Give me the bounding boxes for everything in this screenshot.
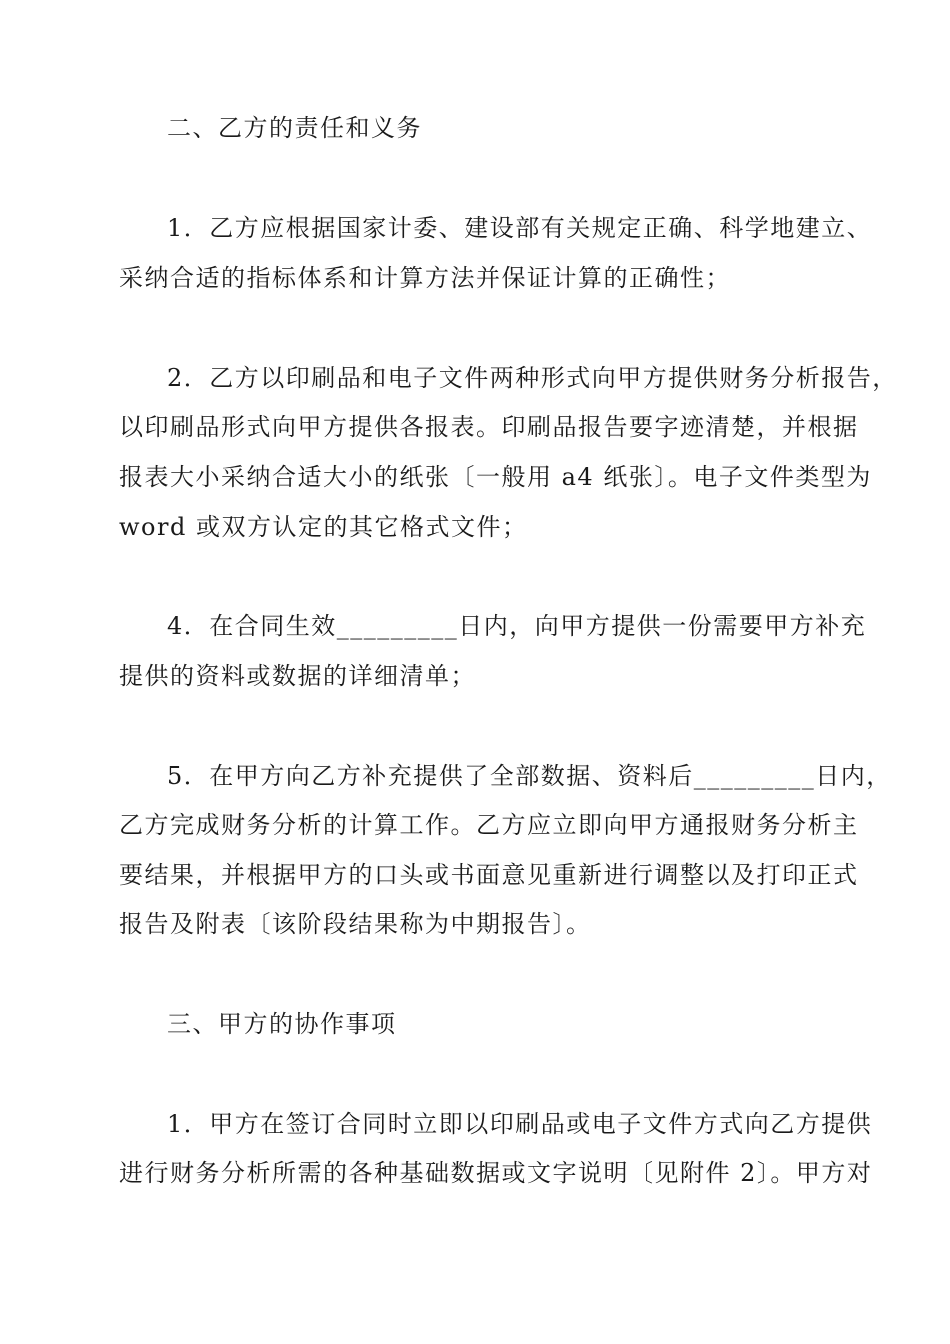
section-heading-2: 二、乙方的责任和义务 [167, 114, 422, 142]
paragraph-line: 提供的资料或数据的详细清单； [119, 662, 476, 690]
section-heading-3: 三、甲方的协作事项 [167, 1010, 397, 1038]
paragraph-line: 报表大小采纳合适大小的纸张〔一般用 a4 纸张〕。电子文件类型为 [119, 463, 872, 491]
paragraph-line: word 或双方认定的其它格式文件； [119, 513, 528, 541]
paragraph-line: 4．在合同生效_________日内，向甲方提供一份需要甲方补充 [167, 612, 867, 640]
paragraph-line: 采纳合适的指标体系和计算方法并保证计算的正确性； [119, 264, 731, 292]
paragraph-line: 进行财务分析所需的各种基础数据或文字说明〔见附件 2〕。甲方对 [119, 1159, 873, 1187]
paragraph-line: 以印刷品形式向甲方提供各报表。印刷品报告要字迹清楚，并根据 [119, 413, 859, 441]
paragraph-line: 要结果，并根据甲方的口头或书面意见重新进行调整以及打印正式 [119, 861, 859, 889]
paragraph-line: 5．在甲方向乙方补充提供了全部数据、资料后_________日内， [167, 762, 892, 790]
paragraph-line: 1．甲方在签订合同时立即以印刷品或电子文件方式向乙方提供 [167, 1110, 873, 1138]
paragraph-line: 1．乙方应根据国家计委、建设部有关规定正确、科学地建立、 [167, 214, 873, 242]
paragraph-line: 2．乙方以印刷品和电子文件两种形式向甲方提供财务分析报告， [167, 364, 898, 392]
paragraph-line: 报告及附表〔该阶段结果称为中期报告〕。 [119, 910, 592, 938]
paragraph-line: 乙方完成财务分析的计算工作。乙方应立即向甲方通报财务分析主 [119, 811, 859, 839]
